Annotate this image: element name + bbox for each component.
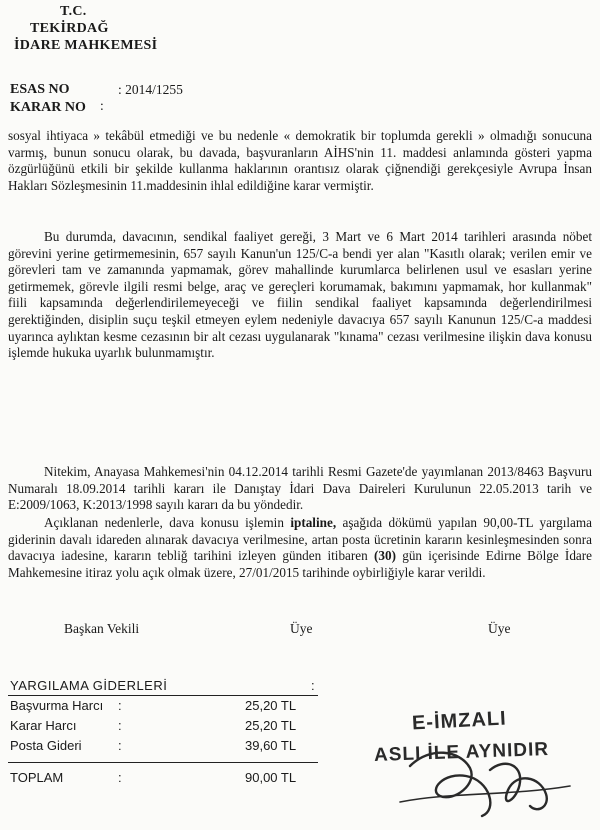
paragraph-nitekim [8, 464, 592, 514]
signature-member-1: Üye [290, 621, 313, 636]
costs-title: YARGILAMA GİDERLERİ [10, 678, 168, 693]
paragraph-ihlal: sosyal ihtiyaca » tekâbül etmediği ve bu nedenle « demokratik bir toplumda gerekli » olmadığı sonucuna varmış, bunun sonucu olarak, bu davada, başvuranların AİHS'nin 11. maddesi anlamında gösteri yapma özgürlüğünü etkili bir şekilde kullanma haklarının orantısız olarak çiğnendiği gerekçesiyle Avrupa İnsan Hakları Sözleşmesinin 11.maddesinin ihlal edildiğine karar vermiştir. [8, 128, 592, 193]
costs-total-label: TOPLAM [10, 770, 64, 785]
signature-chair: Başkan Vekili [64, 621, 140, 636]
cost-row-sep: : [118, 738, 122, 753]
cost-row-sep: : [118, 698, 122, 713]
header-tc: T.C. [60, 4, 87, 19]
costs-total-sep: : [118, 770, 122, 785]
cost-row-amount: 25,20 TL [245, 698, 297, 713]
cost-row-label: Başvurma Harcı [10, 698, 104, 713]
costs-title-rule [8, 695, 318, 696]
signature-member-2: Üye [488, 621, 511, 636]
stamp-line-1: E-İMZALI [411, 707, 508, 735]
cost-row-label: Karar Harcı [10, 718, 77, 733]
hukum-iptal: iptaline, [290, 515, 337, 530]
header-court: İDARE MAHKEMESİ [14, 38, 158, 53]
hukum-text-c: gün içerisinde Edirne Bölge İdare Mahkemesine itiraz yolu açık olmak üzere, 27/01/2015 tarihinde oybirliğiyle karar verildi. [8, 548, 593, 580]
costs-title-colon: : [311, 678, 315, 693]
cost-row-sep: : [118, 718, 122, 733]
paragraph-hukum [8, 515, 592, 581]
hukum-text-b: aşağıda dökümü yapılan 90,00-TL yargılama giderinin davalı idareden alınarak davacıya verilmesine, artan posta ücretinin kararın kesinleşmesinden sonra davacıya iadesine, kararın tebliğ tarihini izleyen günden itibaren [8, 515, 592, 564]
cost-row-amount: 25,20 TL [245, 718, 297, 733]
e-signature-stamp [370, 706, 590, 822]
esas-no-value: : 2014/1255 [118, 82, 183, 97]
paragraph-durum [8, 229, 592, 362]
paragraph-durum-text: Bu durumda, davacının, sendikal faaliyet gereği, 3 Mart ve 6 Mart 2014 tarihleri arasında nöbet görevini yerine getirmemesinin, 657 sayılı Kanun'un 125/C-a bendi yer alan "Kasıtlı olarak; verilen emir ve görevleri tam ve zamanında yapmamak, görev mahallinde kurumlarca belirlenen usul ve esasları yerine getirmemek, görevle ilgili resmi belge, araç ve gereçleri korumamak, bakımını yapmamak, hor kullanmak" fiili kapsamında değerlendirilemeyeceği ve fiilin sendikal faaliyet kapsamında değerlendirilmesi gerektiğinden, disiplin suçu teşkil etmeyen eylem nedeniyle davacıya 657 sayılı Kanunun 125/C-a maddesi uyarınca aylıktan kesme cezasının bir alt cezası uygulanarak "kınama" cezası verilmesine ilişkin dava konusu işlemde hukuka uyarlık bulunmamıştır. [8, 229, 592, 361]
costs-total-amount: 90,00 TL [245, 770, 297, 785]
karar-no-label: KARAR NO [10, 100, 86, 115]
cost-row-label: Posta Gideri [10, 738, 82, 753]
hukum-text-a: Açıklanan nedenlerle, dava konusu işlemin [44, 515, 291, 530]
karar-no-value: : [100, 98, 104, 113]
paragraph-nitekim-text: Nitekim, Anayasa Mahkemesi'nin 04.12.2014 tarihli Resmi Gazete'de yayımlanan 2013/8463 Başvuru Numaralı 18.09.2014 tarihli kararı ile Danıştay İdari Dava Daireleri Kurulunun 22.05.2013 tarih ve E:2009/1063, K:2013/1998 sayılı kararı da bu yöndedir. [8, 464, 592, 513]
handwritten-signature [370, 706, 590, 822]
stamp-line-2: ASLI İLE AYNIDIR [373, 738, 550, 767]
header-city: TEKİRDAĞ [30, 21, 109, 36]
esas-no-label: ESAS NO [10, 82, 70, 97]
hukum-sure: (30) [374, 548, 396, 564]
cost-row-amount: 39,60 TL [245, 738, 297, 753]
costs-total-rule [8, 762, 318, 763]
